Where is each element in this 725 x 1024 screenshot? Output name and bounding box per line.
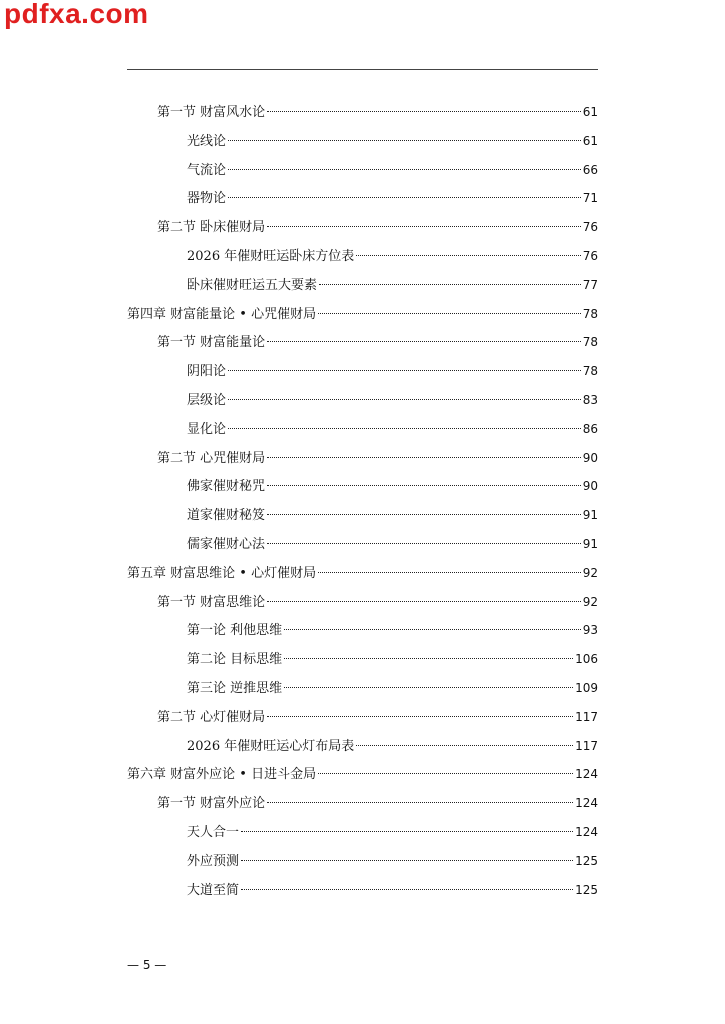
dot-leader xyxy=(241,831,573,832)
toc-entry[interactable] xyxy=(127,386,598,415)
toc-entry-page: 91 xyxy=(582,536,598,551)
toc-entry-title: 第一节 财富外应论 xyxy=(157,796,266,812)
toc-entry-page: 78 xyxy=(582,364,598,379)
dot-leader xyxy=(318,773,573,774)
toc-entry[interactable] xyxy=(127,271,598,300)
dot-leader xyxy=(267,111,581,112)
toc-entry-page: 117 xyxy=(575,709,598,724)
toc-entry-title: 卧床催财旺运五大要素 xyxy=(187,277,318,293)
toc-entry-title: 第一节 财富能量论 xyxy=(157,335,266,351)
toc-entry-page: 91 xyxy=(582,508,598,523)
dot-leader xyxy=(267,457,581,458)
toc-entry[interactable] xyxy=(127,184,598,213)
toc-entry-title: 第二节 心咒催财局 xyxy=(157,450,266,466)
toc-entry-title: 阴阳论 xyxy=(187,364,227,380)
dot-leader xyxy=(267,543,581,544)
toc-entry-title: 层级论 xyxy=(187,392,227,408)
dot-leader xyxy=(267,716,573,717)
toc-entry[interactable] xyxy=(127,501,598,530)
toc-entry-title: 2026 年催财旺运卧床方位表 xyxy=(187,248,355,264)
toc-entry-title: 2026 年催财旺运心灯布局表 xyxy=(187,738,355,754)
toc-entry-page: 83 xyxy=(582,392,598,407)
toc-entry-page: 92 xyxy=(582,594,598,609)
toc-entry-title: 第一论 利他思维 xyxy=(187,623,283,639)
dot-leader xyxy=(228,169,581,170)
toc-entry-title: 大道至简 xyxy=(187,882,240,898)
toc-entry-page: 86 xyxy=(582,421,598,436)
toc-entry-title: 天人合一 xyxy=(187,824,240,840)
dot-leader xyxy=(228,428,581,429)
toc-entry-title: 器物论 xyxy=(187,191,227,207)
toc-entry[interactable] xyxy=(127,674,598,703)
dot-leader xyxy=(228,370,581,371)
toc-entry-page: 76 xyxy=(582,248,598,263)
toc-entry-page: 77 xyxy=(582,277,598,292)
toc-entry[interactable] xyxy=(127,300,598,329)
dot-leader xyxy=(319,284,581,285)
toc-entry-page: 78 xyxy=(582,306,598,321)
toc-entry[interactable] xyxy=(127,472,598,501)
toc-entry-title: 第五章 财富思维论 • 心灯催财局 xyxy=(127,565,317,581)
header-rule xyxy=(127,69,598,70)
toc-entry-title: 第二节 心灯催财局 xyxy=(157,709,266,725)
toc-entry-title: 气流论 xyxy=(187,162,227,178)
toc-entry[interactable] xyxy=(127,357,598,386)
watermark-logo: pdfxa.com xyxy=(4,0,149,29)
dot-leader xyxy=(228,140,581,141)
dot-leader xyxy=(318,572,581,573)
dot-leader xyxy=(356,745,573,746)
dot-leader xyxy=(228,197,581,198)
toc-entry[interactable] xyxy=(127,616,598,645)
toc-entry-page: 90 xyxy=(582,479,598,494)
toc-entry-title: 第二论 目标思维 xyxy=(187,652,283,668)
toc-entry-title: 佛家催财秘咒 xyxy=(187,479,266,495)
toc-entry[interactable] xyxy=(127,559,598,588)
toc-entry[interactable] xyxy=(127,732,598,761)
dot-leader xyxy=(267,514,581,515)
toc-entry-page: 109 xyxy=(575,680,598,695)
toc-entry[interactable] xyxy=(127,415,598,444)
toc-entry-page: 61 xyxy=(582,105,598,119)
toc-entry[interactable] xyxy=(127,818,598,847)
toc-entry[interactable] xyxy=(127,876,598,905)
dot-leader xyxy=(267,601,581,602)
toc-entry[interactable] xyxy=(127,156,598,185)
toc-entry-page: 117 xyxy=(575,738,598,753)
toc-entry[interactable] xyxy=(127,760,598,789)
toc-entry-title: 第三论 逆推思维 xyxy=(187,680,283,696)
toc-entry-title: 儒家催财心法 xyxy=(187,536,266,552)
dot-leader xyxy=(267,226,581,227)
toc-entry-title: 光线论 xyxy=(187,133,227,149)
dot-leader xyxy=(241,860,573,861)
toc-entry-page: 124 xyxy=(575,796,598,811)
toc-entry-title: 第一节 财富风水论 xyxy=(157,105,266,120)
dot-leader xyxy=(267,802,573,803)
dot-leader xyxy=(284,658,573,659)
page-number: — 5 — xyxy=(127,958,167,972)
toc-entry-title: 第一节 财富思维论 xyxy=(157,594,266,610)
dot-leader xyxy=(318,313,581,314)
toc-entry-page: 66 xyxy=(582,162,598,177)
toc-entry[interactable] xyxy=(127,328,598,357)
dot-leader xyxy=(267,341,581,342)
toc-entry[interactable] xyxy=(127,530,598,559)
toc-entry-page: 125 xyxy=(575,882,598,897)
toc-entry[interactable] xyxy=(127,98,598,127)
toc-entry[interactable] xyxy=(127,789,598,818)
toc-entry[interactable] xyxy=(127,588,598,617)
toc-entry-page: 92 xyxy=(582,565,598,580)
toc-entry-page: 71 xyxy=(582,191,598,206)
toc-entry-page: 61 xyxy=(582,133,598,148)
toc-entry[interactable] xyxy=(127,242,598,271)
toc-entry-page: 124 xyxy=(575,824,598,839)
dot-leader xyxy=(284,687,573,688)
toc-entry-title: 显化论 xyxy=(187,421,227,437)
toc-entry[interactable] xyxy=(127,444,598,473)
dot-leader xyxy=(228,399,581,400)
toc-entry-title: 第六章 财富外应论 • 日进斗金局 xyxy=(127,767,317,783)
toc-entry-title: 道家催财秘笈 xyxy=(187,508,266,524)
toc-entry-title: 第二节 卧床催财局 xyxy=(157,220,266,236)
toc-entry-page: 78 xyxy=(582,335,598,350)
toc-entry[interactable] xyxy=(127,645,598,674)
toc-entry-page: 90 xyxy=(582,450,598,465)
toc-entry-page: 125 xyxy=(575,853,598,868)
toc-entry[interactable] xyxy=(127,703,598,732)
toc-entry[interactable] xyxy=(127,127,598,156)
toc-entry[interactable] xyxy=(127,213,598,242)
dot-leader xyxy=(267,485,581,486)
dot-leader xyxy=(356,255,581,256)
toc-entry-page: 124 xyxy=(575,767,598,782)
dot-leader xyxy=(284,629,581,630)
dot-leader xyxy=(241,889,573,890)
toc-entry-page: 106 xyxy=(575,652,598,667)
toc-entry[interactable] xyxy=(127,847,598,876)
toc-entry-page: 93 xyxy=(582,623,598,638)
toc-entry-title: 第四章 财富能量论 • 心咒催财局 xyxy=(127,306,317,322)
table-of-contents xyxy=(127,98,598,904)
toc-entry-title: 外应预测 xyxy=(187,853,240,869)
toc-entry-page: 76 xyxy=(582,220,598,235)
